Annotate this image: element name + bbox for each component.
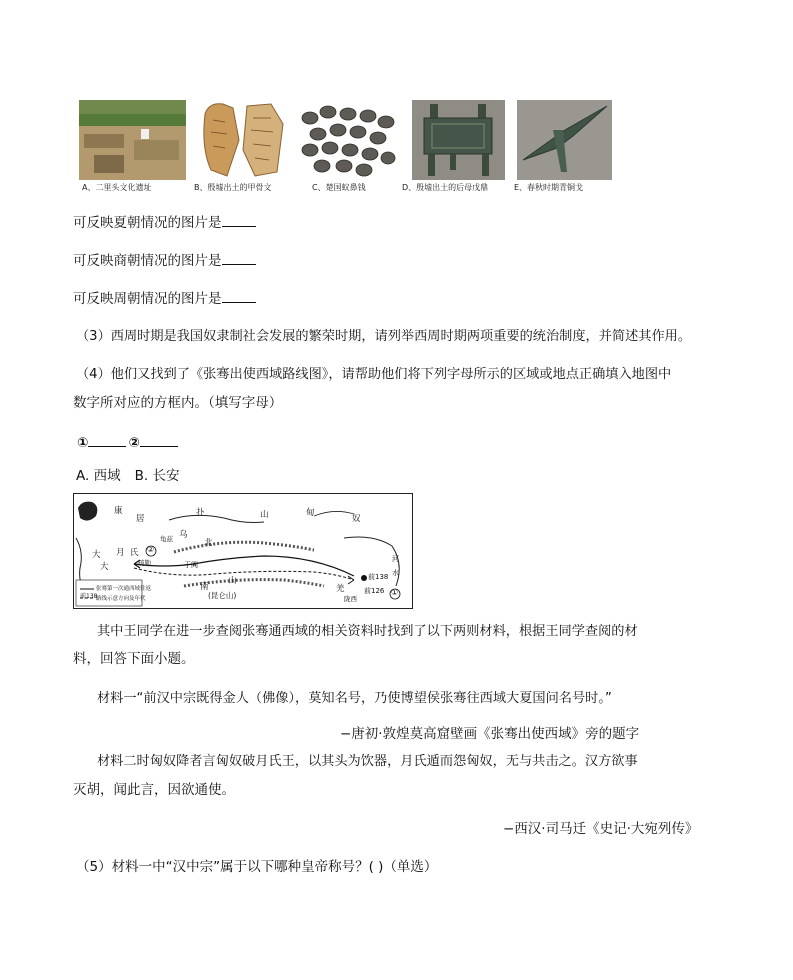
map-number-1: ① (391, 588, 399, 597)
zhou-question-text: 可反映周朝情况的图片是 (73, 291, 222, 307)
map-label-dian: 甸 (306, 508, 315, 518)
map-number-2: ② (147, 545, 155, 554)
map-label-longxi: 陇西 (344, 595, 357, 603)
option-a: A. 西域 (76, 468, 121, 484)
bronze-ding-photo-icon (412, 100, 505, 180)
xia-question-text: 可反映夏朝情况的图片是 (73, 215, 222, 231)
shang-question-text: 可反映商朝情况的图片是 (73, 253, 222, 269)
map-label-kang: 康 (114, 506, 123, 516)
xia-answer-blank[interactable] (222, 212, 256, 227)
map-label-yue: 月 (116, 548, 125, 558)
legend-arrow-label: 前138 (80, 593, 98, 600)
map-label-yutian: 于阗 (184, 561, 198, 569)
photo-caption-a: A、二里头文化遗址 (82, 183, 152, 192)
blank2-answer[interactable] (140, 432, 178, 447)
map-label-shui: 水 (392, 569, 399, 577)
xia-question-line (73, 212, 256, 233)
photo-caption-b: B、殷墟出土的甲骨文 (194, 183, 272, 192)
material-2-line1: 材料二时匈奴降者言匈奴破月氏王，以其头为饮器，月氏遁而怨匈奴，无与共击之。汉方欲事 (97, 754, 638, 769)
intro-line1: 其中王同学在进一步查阅张骞通西域的相关资料时找到了以下两则材料，根据王同学查阅的材 (97, 624, 638, 639)
map-label-pu: 扑 (196, 508, 205, 518)
question-3: （3）西周时期是我国奴隶制社会发展的繁荣时期，请列举西周时期两项重要的统治制度，并简述其作用。 (76, 329, 692, 344)
photo-ant-nose-coins (298, 100, 397, 180)
photo-oracle-bone (199, 100, 293, 180)
map-answer-blanks (77, 432, 178, 453)
map-label-ju: 居 (136, 514, 145, 524)
zhang-qian-route-map (73, 493, 413, 609)
zhou-answer-blank[interactable] (222, 288, 256, 303)
shang-answer-blank[interactable] (222, 250, 256, 265)
oracle-bone-photo-icon (199, 100, 293, 180)
shang-question-line (73, 250, 256, 271)
photo-erlitou-site (79, 100, 186, 180)
legend-desc-line1: 张骞第一次通西域往返 (96, 586, 152, 592)
blank1-answer[interactable] (88, 432, 126, 447)
bronze-dagger-axe-photo-icon (517, 100, 612, 180)
map-label-kunlun: (昆仑山) (208, 591, 237, 600)
map-label-da2: 大 (100, 562, 109, 572)
blank1-label: ① (77, 435, 89, 451)
photo-houmuwu-ding (412, 100, 505, 180)
legend-desc-line2: 路线示意方向及年代 (96, 596, 146, 602)
photo-caption-e: E、春秋时期青铜戈 (514, 183, 584, 192)
map-label-suolai: 疏勒 (138, 559, 151, 567)
map-label-nan: 南 (200, 582, 209, 592)
material-1-source: −唐初·敦煌莫高窟壁画《张骞出使西域》旁的题字 (340, 726, 640, 742)
question-5: （5）材料一中“汉中宗”属于以下哪种皇帝称号？( )（单选） (76, 859, 438, 875)
map-label-y138: 前138 (368, 573, 389, 581)
map-label-da1: 大 (92, 550, 101, 560)
option-b: B. 长安 (134, 468, 180, 484)
map-label-shan2: 山 (228, 576, 237, 586)
photo-bronze-ge (517, 100, 612, 180)
map-label-qiuci: 龟兹 (160, 535, 173, 543)
material-1: 材料一“前汉中宗既得金人（佛像），莫知名号，乃使博望侯张骞往西域大夏国问名号时。” (97, 691, 612, 706)
map-label-shi: 氏 (130, 548, 139, 558)
material-2-source: −西汉·司马迁《史记·大宛列传》 (503, 821, 699, 837)
intro-line2: 料，回答下面小题。 (73, 651, 195, 667)
ant-nose-coins-photo-icon (298, 100, 397, 180)
options-line (76, 466, 179, 486)
archaeological-site-photo-icon (79, 100, 186, 180)
question-4-line1: （4）他们又找到了《张骞出使西域路线图》，请帮助他们将下列字母所示的区域或地点正确填入地图中 (76, 367, 672, 382)
map-label-shan1: 山 (260, 510, 269, 520)
blank2-label: ② (128, 435, 140, 451)
map-label-y126: 前126 (364, 587, 385, 595)
photo-caption-c: C、楚国蚁鼻钱 (312, 183, 366, 192)
map-label-he: 河 (392, 555, 399, 563)
material-2-line2: 灭胡，闻此言，因欲通使。 (73, 782, 235, 798)
zhou-question-line (73, 288, 256, 309)
map-label-qiang: 羌 (336, 584, 345, 594)
photo-caption-d: D、殷墟出土的后母戊鼎 (402, 183, 489, 192)
map-label-nu: 奴 (352, 514, 361, 524)
map-label-wu: 乌 (179, 530, 188, 540)
question-4-line2: 数字所对应的方框内。（填写字母） (73, 395, 283, 411)
map-label-bei: 北 (204, 538, 213, 548)
